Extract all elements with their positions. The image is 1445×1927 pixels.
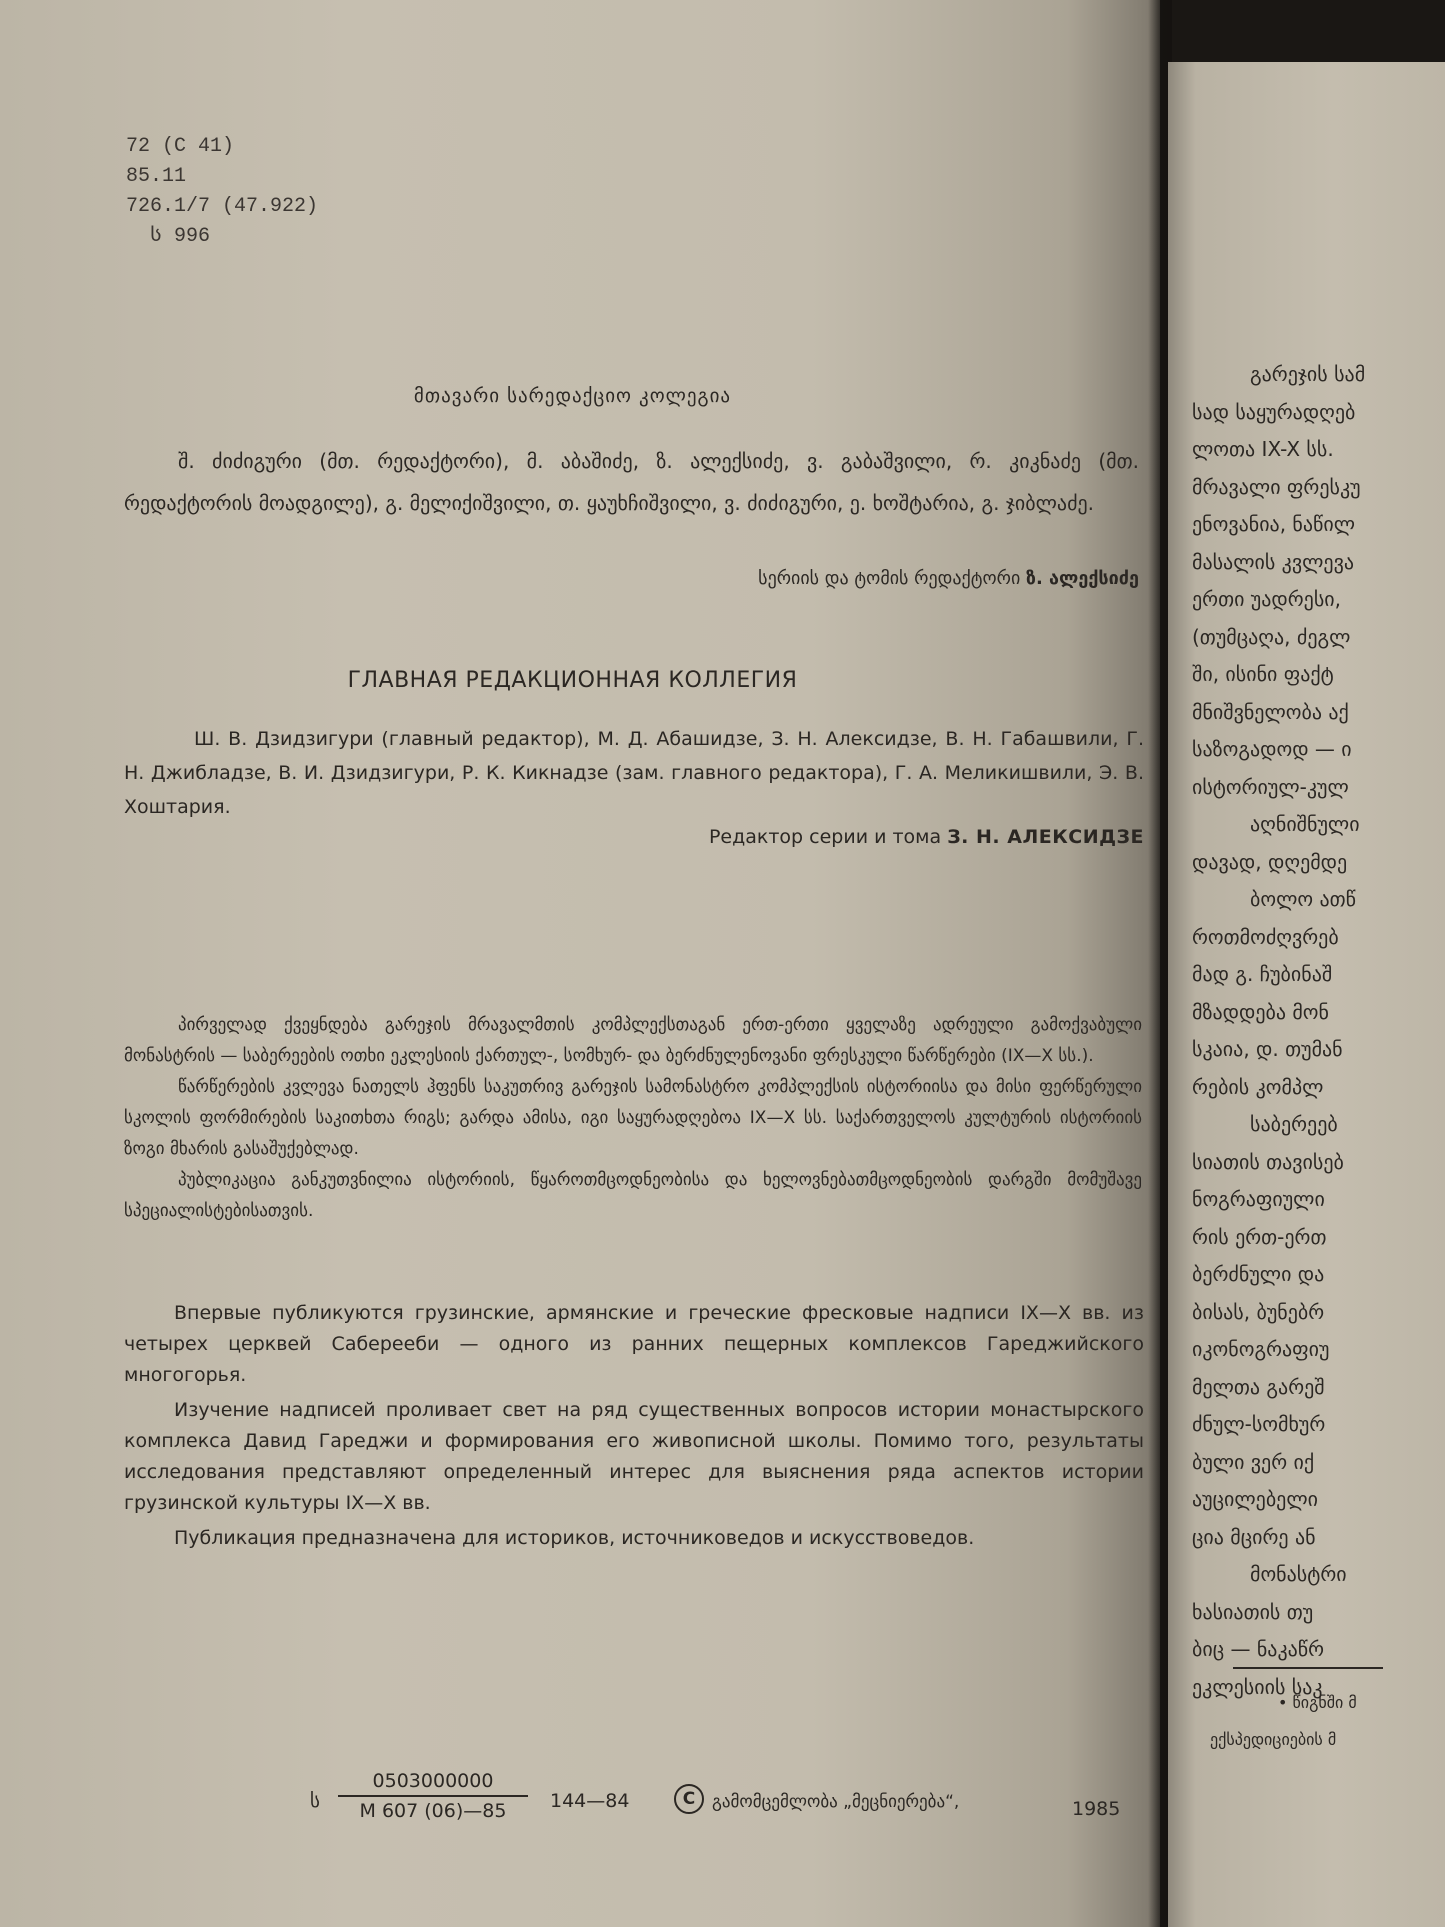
footnote-rule [1233, 1667, 1383, 1669]
georgian-board-heading: მთავარი სარედაქციო კოლეგია [413, 385, 732, 407]
right-page-line: მნიშვნელობა აქ [1192, 699, 1349, 724]
right-page-line: მონასტრი [1250, 1562, 1347, 1586]
right-page-line: ბიც — ნაკაწრ [1192, 1637, 1325, 1661]
right-page-footnote: • წიგნში მ [1278, 1693, 1357, 1712]
georgian-board-members: შ. ძიძიგური (მთ. რედაქტორი), მ. აბაშიძე, ზ. ალექსიძე, ვ. გაბაშვილი, რ. კიკნაძე (მთ. რედაქტორის მოადგილე), გ. მელიქიშვილი, თ. ყაუხჩიშვილი, ვ. ძიძიგური, ე. ხოშტარია, გ. ჯიბლაძე. [124, 449, 1139, 515]
abstract-paragraph: პირველად ქვეყნდება გარეჯის მრავალმთის კომპლექსთაგან ერთ-ერთი ყველაზე ადრეული გამოქვაბული მონასტრის — საბერეების ოთხი ეკლესიის ქართულ-, სომხურ- და ბერძნულენოვანი ფრესკული წარწერები (IX—X სს.). [124, 1015, 1142, 1066]
right-page-line: როთმოძღვრებ [1192, 924, 1339, 949]
right-page-line: მელთა გარეშ [1192, 1374, 1325, 1399]
right-page-line: ბული ვერ იქ [1192, 1449, 1315, 1474]
right-page-line: ბოლო ათწ [1250, 887, 1356, 911]
right-page-line: მად გ. ჩუბინაშ [1192, 962, 1333, 986]
right-page-line: მრავალი ფრესკუ [1192, 474, 1361, 499]
georgian-series-editor [124, 568, 1139, 589]
right-page-line: ხასიათის თუ [1192, 1599, 1314, 1624]
right-page [1168, 62, 1445, 1927]
publisher-name: გამომცემლობა „მეცნიერება“, [712, 1792, 960, 1812]
right-page-line: ისტორიულ-კულ [1192, 774, 1349, 799]
georgian-editor-name: ზ. ალექსიძე [1026, 568, 1139, 589]
right-page-line: აღნიშნული [1250, 812, 1360, 836]
right-page-footnote: ექსპედიციების მ [1210, 1730, 1337, 1749]
publication-year: 1985 [1072, 1798, 1121, 1820]
right-page-line: ეკლესიის საკ [1192, 1674, 1323, 1699]
right-page-line: სკაია, დ. თუმან [1192, 1037, 1343, 1061]
right-page-line: მზადდება მონ [1192, 999, 1329, 1024]
right-page-line: ბისას, ბუნებრ [1192, 1299, 1325, 1324]
right-page-line: რების კომპლ [1192, 1074, 1324, 1099]
russian-abstract [124, 1298, 1144, 1558]
right-page-line: აუცილებელი [1192, 1487, 1318, 1511]
russian-editor-name: З. Н. АЛЕКСИДЗЕ [947, 826, 1144, 848]
right-page-line: ნოგრაფიული [1192, 1187, 1325, 1211]
right-page-line: დავად, დღემდე [1192, 849, 1348, 874]
right-page-line: ლოთა IX-X სს. [1192, 437, 1334, 461]
imprint-denominator: М 607 (06)—85 [359, 1800, 507, 1822]
right-page-line: ცია მცირე ან [1192, 1524, 1316, 1549]
right-page-line: სიათის თავისებ [1192, 1149, 1344, 1174]
imprint-letter: ს [310, 1790, 320, 1812]
classification-line: 726.1/7 (47.922) [126, 195, 319, 218]
imprint-line [310, 1770, 1150, 1840]
right-page-line: ბერძნული და [1192, 1262, 1325, 1286]
right-page-line: სად საყურადღებ [1192, 399, 1356, 424]
imprint-fraction [338, 1770, 528, 1822]
right-page-line: საბერეებ [1250, 1112, 1338, 1136]
right-page-line: ენოვანია, ნაწილ [1192, 512, 1356, 536]
right-page-line: ძნულ-სომხურ [1192, 1412, 1326, 1436]
classification-line: ს 996 [126, 225, 211, 248]
right-page-line: საზოგადოდ — ი [1192, 737, 1352, 761]
russian-board-heading: ГЛАВНАЯ РЕДАКЦИОННАЯ КОЛЛЕГИЯ [347, 668, 798, 693]
right-page-line: მასალის კვლევა [1192, 549, 1354, 574]
abstract-paragraph: პუბლიკაცია განკუთვნილია ისტორიის, წყაროთმცოდნეობისა და ხელოვნებათმცოდნეობის დარგში მომუშავე სპეციალისტებისათვის. [124, 1170, 1142, 1221]
classification-line: 85.11 [126, 165, 187, 188]
imprint-code: 144—84 [550, 1790, 630, 1812]
imprint-numerator: 0503000000 [338, 1770, 528, 1797]
right-page-line: რის ერთ-ერთ [1192, 1224, 1327, 1249]
russian-editor-label: Редактор серии и тома [708, 826, 942, 848]
classification-line: 72 (C 41) [126, 135, 235, 158]
russian-board-members: Ш. В. Дзидзигури (главный редактор), М. Д. Абашидзе, З. Н. Алексидзе, В. Н. Габашвили, Г. Н. Джибладзе, В. И. Дзидзигури, Р. К. Кикнадзе (зам. главного редактора), Г. А. Меликишвили, Э. В. Хоштария. [124, 728, 1144, 818]
abstract-paragraph: Публикация предназначена для историков, источниковедов и искусствоведов. [174, 1527, 975, 1549]
copyright-icon: C [674, 1784, 704, 1814]
classification-codes [126, 132, 318, 252]
russian-series-editor [124, 826, 1144, 848]
georgian-editor-label: სერიის და ტომის რედაქტორი [758, 568, 1021, 589]
georgian-abstract [124, 1010, 1142, 1227]
right-page-line: ერთი უადრესი, [1192, 587, 1341, 611]
right-page-line: იკონოგრაფიუ [1192, 1337, 1330, 1361]
right-page-line: (თუმცაღა, ძეგლ [1192, 624, 1351, 649]
abstract-paragraph: Впервые публикуются грузинские, армянские и греческие фресковые надписи IX—X вв. из четырех церквей Саберееби — одного из ранних пещерных комплексов Гареджийского многогорья. [124, 1302, 1144, 1386]
abstract-paragraph: Изучение надписей проливает свет на ряд существенных вопросов истории монастырского комплекса Давид Гареджи и формирования его живописной школы. Помимо того, результаты исследования представляют определенный интерес для выяснения ряда аспектов истории грузинской культуры IX—X вв. [124, 1399, 1144, 1514]
abstract-paragraph: წარწერების კვლევა ნათელს ჰფენს საკუთრივ გარეჯის სამონასტრო კომპლექსის ისტორიისა და მისი ფერწერული სკოლის ფორმირების საკითხთა რიგს; გარდა ამისა, იგი საყურადღებოა IX—X სს. საქართველოს კულტურის ისტორიის ზოგი მხარის გასაშუქებლად. [124, 1077, 1142, 1159]
right-page-line: ში, ისინი ფაქტ [1192, 662, 1334, 686]
right-page-line: გარეჯის სამ [1250, 362, 1366, 386]
